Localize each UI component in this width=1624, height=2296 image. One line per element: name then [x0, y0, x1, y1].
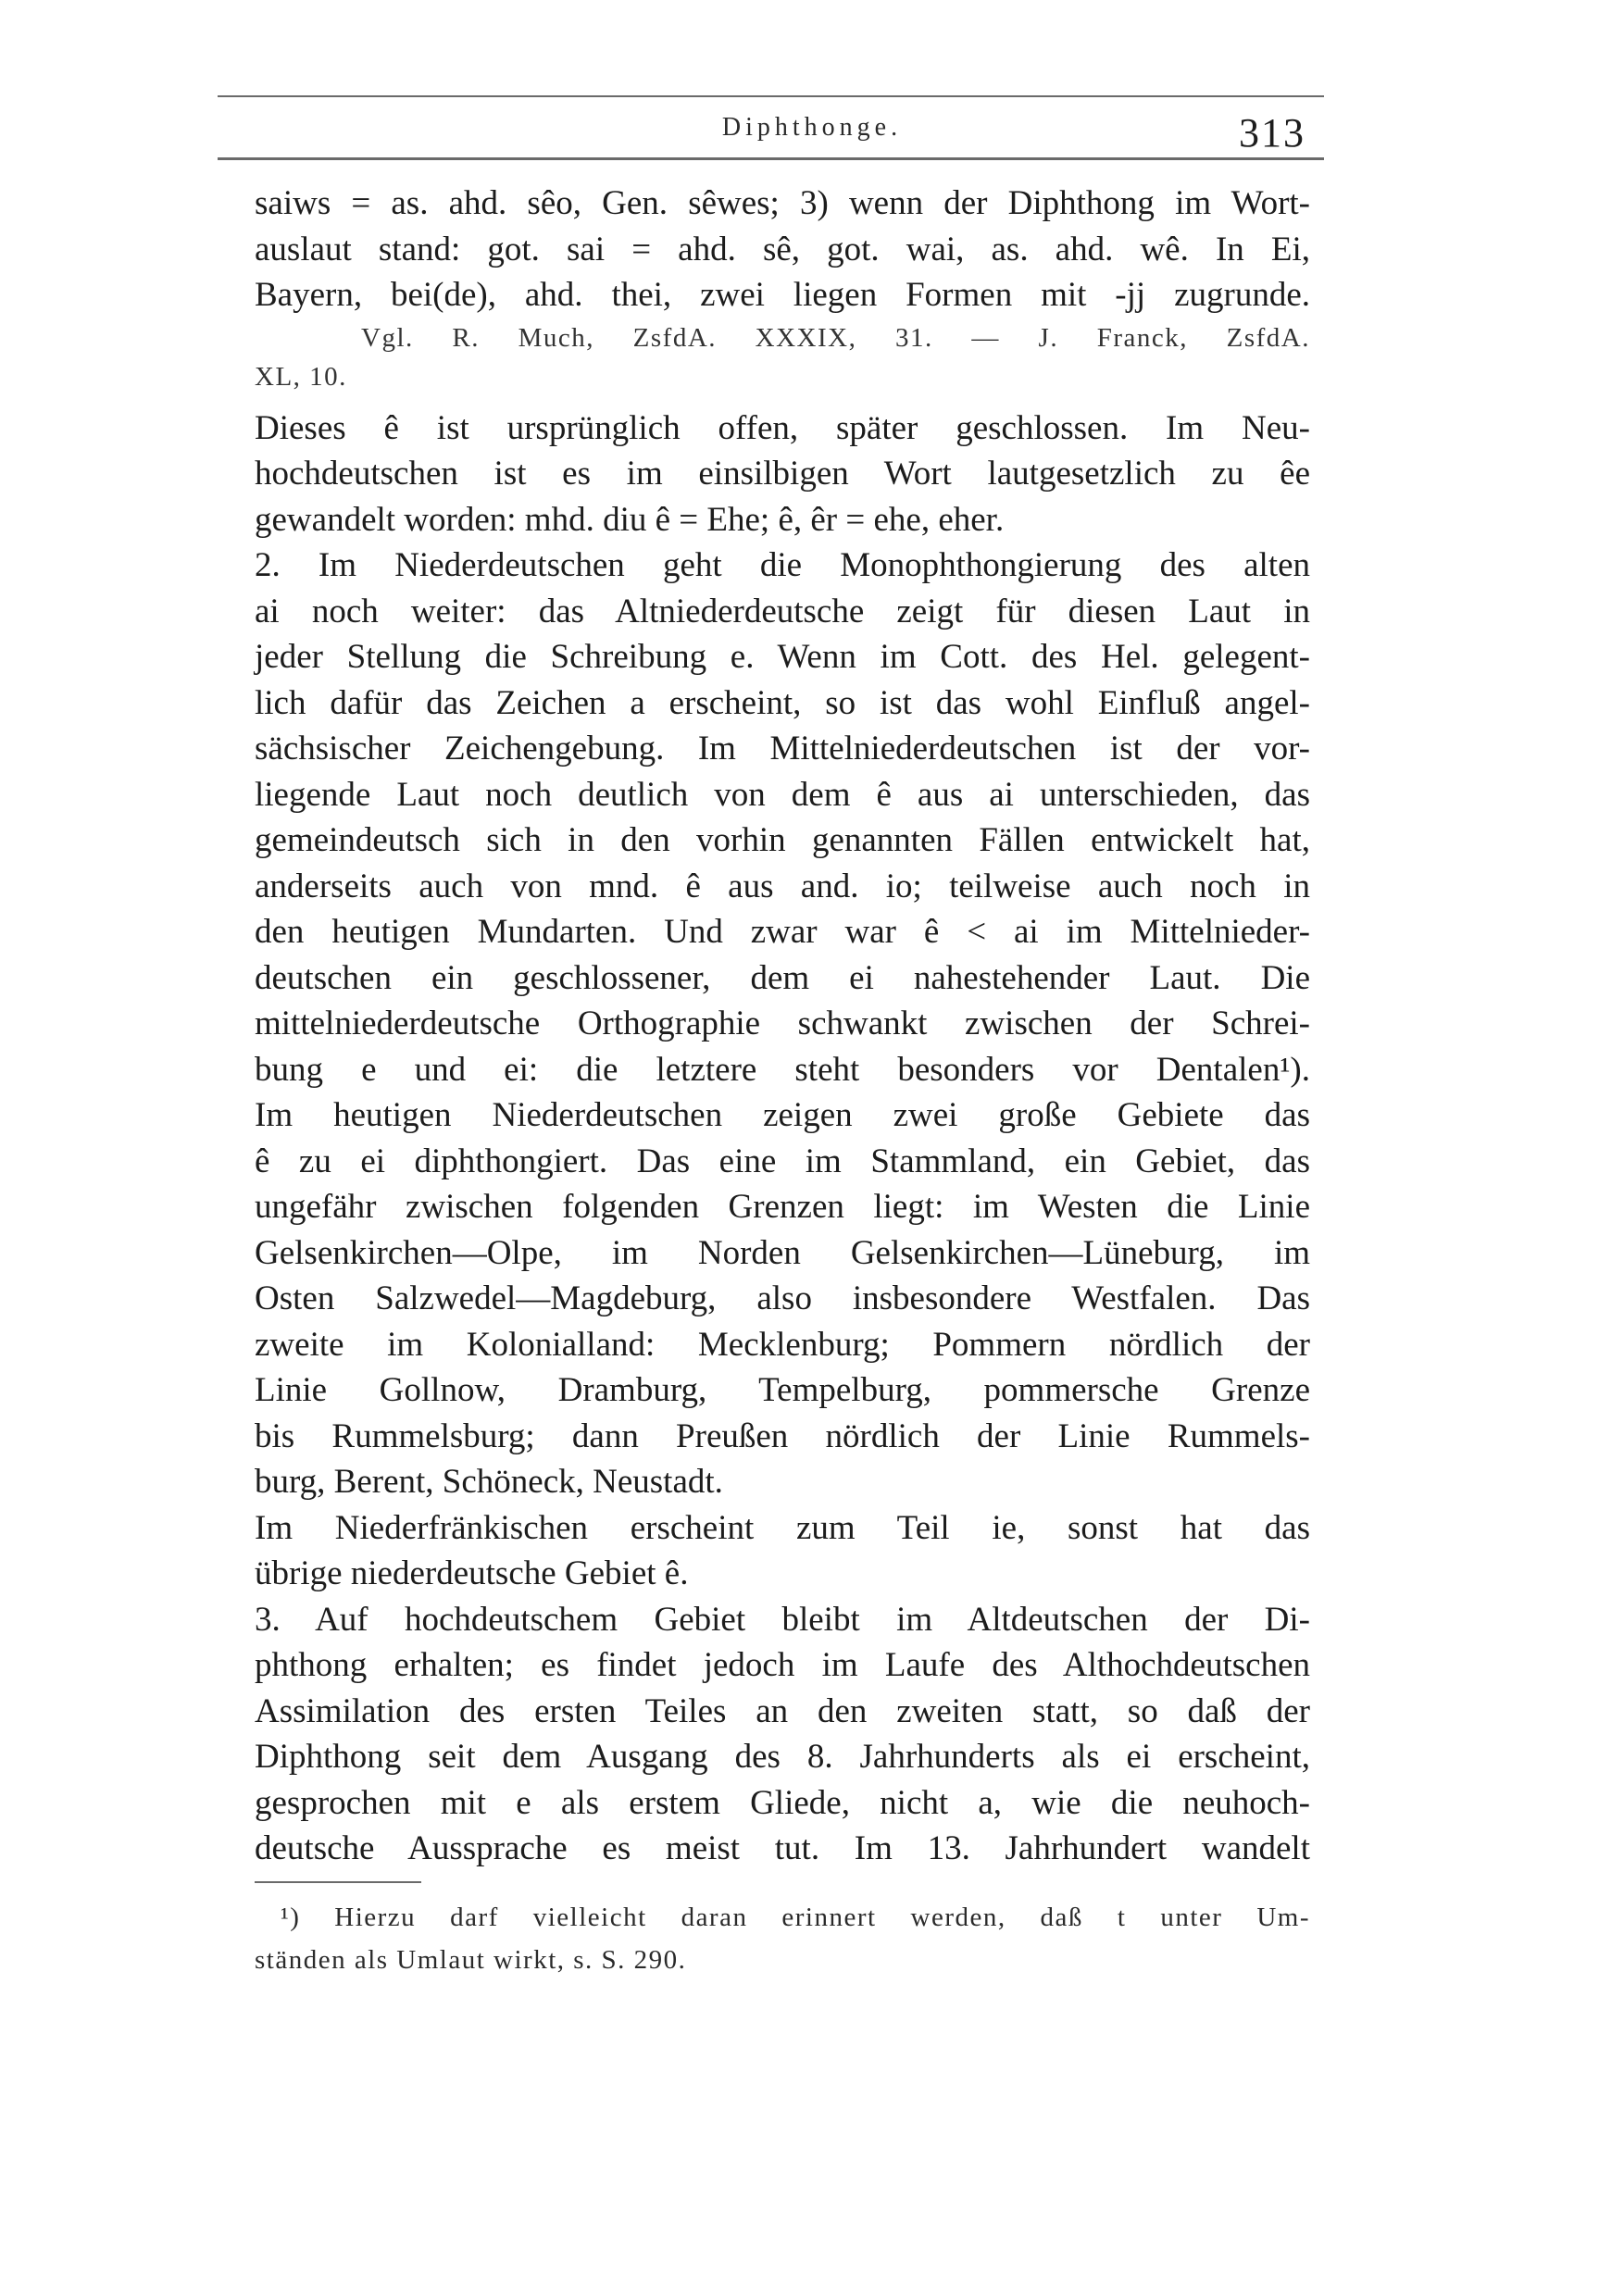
text-line: Dieses ê ist ursprünglich offen, später geschlossen. Im Neu- [255, 408, 1310, 447]
page-number: 313 [1239, 110, 1305, 156]
text-line: gesprochen mit e als erstem Gliede, nicht a, wie die neuhoch- [255, 1783, 1310, 1822]
text-line: bis Rummelsburg; dann Preußen nördlich der Linie Rummels- [255, 1416, 1310, 1455]
text-line: 3. Auf hochdeutschem Gebiet bleibt im Altdeutschen der Di- [255, 1600, 1310, 1639]
text-line: Osten Salzwedel—Magdeburg, also insbesondere Westfalen. Das [255, 1279, 1310, 1317]
text-line: 2. Im Niederdeutschen geht die Monophthongierung des alten [255, 546, 1310, 584]
header-bottom-rule [218, 157, 1324, 160]
text-line: hochdeutschen ist es im einsilbigen Wort lautgesetzlich zu êe [255, 455, 1310, 493]
text-line: burg, Berent, Schöneck, Neustadt. [255, 1463, 723, 1501]
text-line: Diphthong seit dem Ausgang des 8. Jahrhunderts als ei erscheint, [255, 1738, 1310, 1776]
reference-note-line: Vgl. R. Much, ZsfdA. XXXIX, 31. — J. Franck, ZsfdA. [361, 322, 1310, 353]
text-line: liegende Laut noch deutlich von dem ê aus ai unterschieden, das [255, 775, 1310, 814]
footnote [255, 1896, 1310, 1981]
header-top-rule [218, 95, 1324, 97]
text-line: Gelsenkirchen—Olpe, im Norden Gelsenkirchen—Lüneburg, im [255, 1233, 1310, 1272]
footnote-rule [255, 1881, 421, 1883]
main-text [255, 181, 1310, 1872]
text-line: bung e und ei: die letztere steht besonders vor Dentalen¹). [255, 1050, 1310, 1089]
text-line: gemeindeutsch sich in den vorhin genannten Fällen entwickelt hat, [255, 821, 1310, 859]
text-line: deutschen ein geschlossener, dem ei nahestehender Laut. Die [255, 958, 1310, 997]
reference-note-line: XL, 10. [255, 361, 347, 392]
text-line: Linie Gollnow, Dramburg, Tempelburg, pommersche Grenze [255, 1371, 1310, 1409]
text-line: Im heutigen Niederdeutschen zeigen zwei große Gebiete das [255, 1096, 1310, 1134]
footnote-line: ¹) Hierzu darf vielleicht daran erinnert werden, daß t unter Um- [281, 1903, 1310, 1932]
text-line: auslaut stand: got. sai = ahd. sê, got. wai, as. ahd. wê. In Ei, [255, 230, 1310, 268]
text-line: sächsischer Zeichengebung. Im Mittelniederdeutschen ist der vor- [255, 730, 1310, 767]
text-line: den heutigen Mundarten. Und zwar war ê < ai im Mittelnieder- [255, 913, 1310, 951]
text-line: mittelniederdeutsche Orthographie schwankt zwischen der Schrei- [255, 1004, 1310, 1042]
text-line: Im Niederfränkischen erscheint zum Teil ie, sonst hat das [255, 1508, 1310, 1547]
text-line: lich dafür das Zeichen a erscheint, so ist das wohl Einfluß angel- [255, 683, 1310, 722]
text-line: übrige niederdeutsche Gebiet ê. [255, 1554, 689, 1592]
text-line: ai noch weiter: das Altniederdeutsche zeigt für diesen Laut in [255, 592, 1310, 630]
text-line: Bayern, bei(de), ahd. thei, zwei liegen Formen mit -jj zugrunde. [255, 276, 1310, 314]
text-line: deutsche Aussprache es meist tut. Im 13. Jahrhundert wandelt [255, 1829, 1310, 1867]
text-line: saiws = as. ahd. sêo, Gen. sêwes; 3) wenn der Diphthong im Wort- [255, 184, 1310, 222]
running-title: Diphthonge. [721, 113, 903, 142]
text-line: ungefähr zwischen folgenden Grenzen liegt: im Westen die Linie [255, 1188, 1310, 1226]
text-line: gewandelt worden: mhd. diu ê = Ehe; ê, êr = ehe, eher. [255, 500, 1005, 539]
text-line: zweite im Kolonialland: Mecklenburg; Pommern nördlich der [255, 1325, 1310, 1364]
text-line: phthong erhalten; es findet jedoch im Laufe des Althochdeutschen [255, 1646, 1310, 1684]
text-line: anderseits auch von mnd. ê aus and. io; teilweise auch noch in [255, 867, 1310, 905]
text-line: jeder Stellung die Schreibung e. Wenn im Cott. des Hel. gelegent- [255, 638, 1310, 676]
text-line: Assimilation des ersten Teiles an den zweiten statt, so daß der [255, 1691, 1310, 1730]
text-line: ê zu ei diphthongiert. Das eine im Stammland, ein Gebiet, das [255, 1142, 1310, 1180]
footnote-line: ständen als Umlaut wirkt, s. S. 290. [255, 1945, 687, 1975]
